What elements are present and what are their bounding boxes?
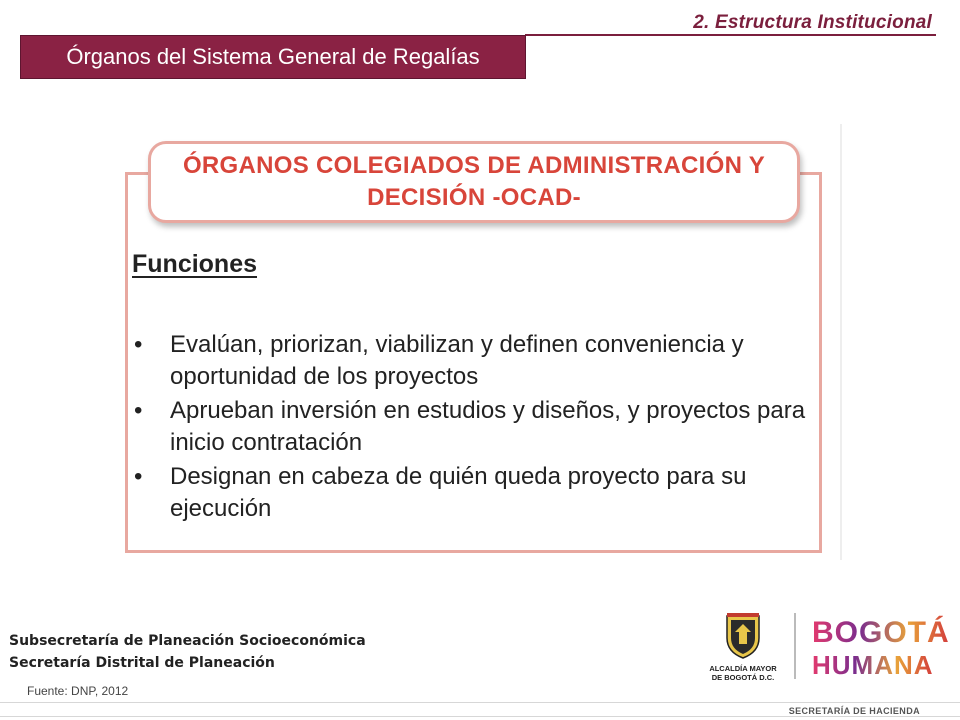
- ocad-heading-box: [148, 141, 800, 223]
- footer-rule-top: [0, 702, 960, 703]
- ocad-heading-line-1: ÓRGANOS COLEGIADOS DE ADMINISTRACIÓN Y: [182, 152, 766, 179]
- alcaldia-logo: [700, 612, 786, 688]
- list-item-text: Designan en cabeza de quién queda proyecto para su ejecución: [170, 463, 747, 522]
- secretaria-label: SECRETARÍA DE HACIENDA: [788, 706, 920, 716]
- bullet-icon: •: [134, 331, 143, 358]
- alcaldia-line-1: ALCALDÍA MAYOR: [709, 664, 777, 673]
- logo-word-bogota: BOGOTÁ: [812, 616, 950, 649]
- source-note: Fuente: DNP, 2012: [27, 684, 129, 698]
- frame-top-left-segment: [125, 172, 149, 175]
- funciones-list: [132, 329, 822, 527]
- list-item-text: Evalúan, priorizan, viabilizan y definen conveniencia y oportunidad de los proyectos: [170, 331, 744, 390]
- image-edge: [840, 124, 842, 560]
- list-item: [132, 395, 822, 459]
- section-divider: [525, 34, 936, 36]
- ocad-content-image: [118, 124, 846, 560]
- logo-divider: [794, 613, 796, 679]
- section-title: 2. Estructura Institucional: [693, 12, 932, 33]
- list-item: [132, 329, 822, 393]
- org-line-1: Subsecretaría de Planeación Socioeconómica: [9, 633, 366, 649]
- bullet-icon: •: [134, 463, 143, 490]
- organization-credits: [9, 630, 366, 674]
- bullet-icon: •: [134, 397, 143, 424]
- list-item-text: Aprueban inversión en estudios y diseños, y proyectos para inicio contratación: [170, 397, 806, 456]
- ocad-heading-line-2: DECISIÓN -OCAD-: [367, 184, 581, 211]
- alcaldia-line-2: DE BOGOTÁ D.C.: [711, 673, 775, 682]
- slide-title: Órganos del Sistema General de Regalías: [66, 44, 480, 69]
- org-line-2: Secretaría Distrital de Planeación: [9, 655, 275, 671]
- coat-of-arms-icon: [723, 612, 763, 660]
- slide-title-bar: [20, 35, 526, 79]
- logo-word-humana: HUMANA: [812, 650, 934, 680]
- list-item: [132, 461, 822, 525]
- frame-top-right-segment: [800, 172, 822, 175]
- funciones-heading: Funciones: [132, 250, 258, 278]
- footer-rule-bottom: [0, 716, 960, 717]
- bogota-humana-logo: [812, 614, 950, 680]
